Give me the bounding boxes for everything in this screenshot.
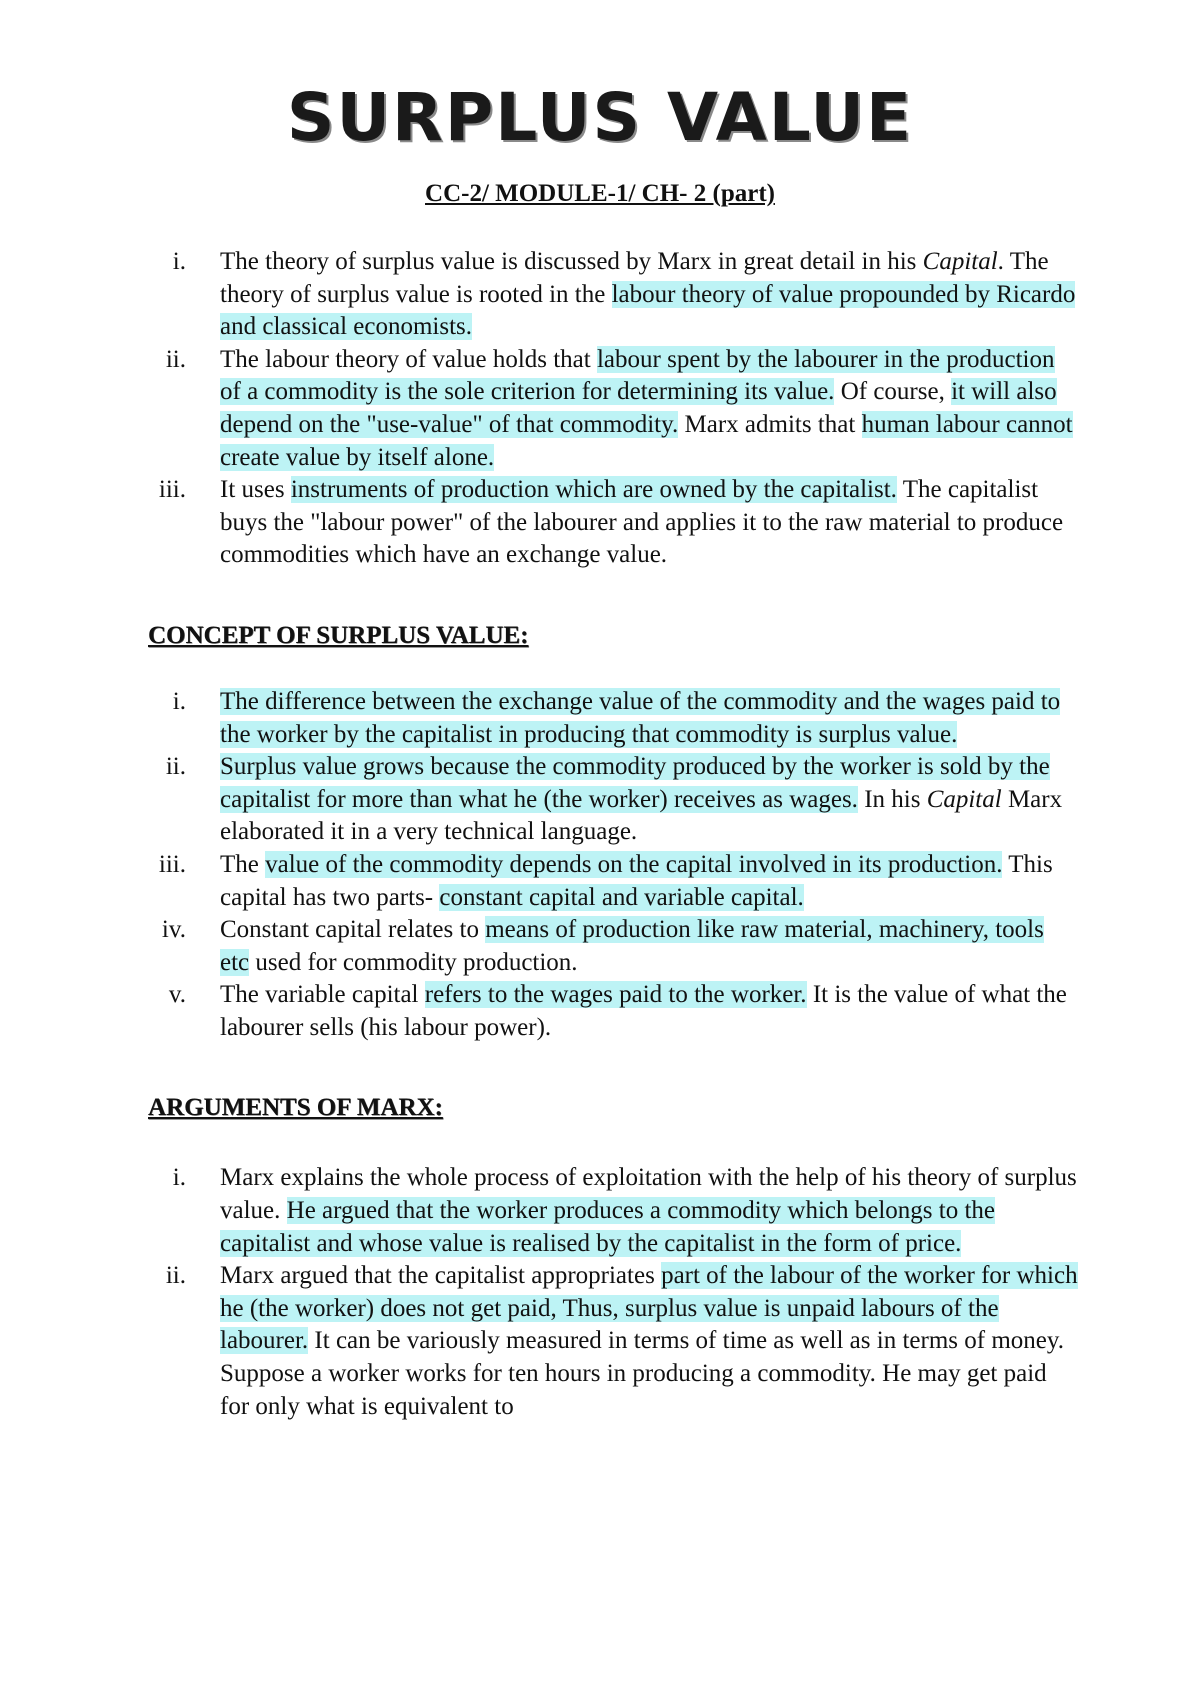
highlighted-text: instruments of production which are owned by the capitalist.: [290, 476, 897, 504]
text-segment: Marx admits that: [678, 410, 862, 438]
arguments-section: [148, 1092, 1078, 1423]
text-segment: Marx explains the whole process of exploitation with the help of his theory of surplus value.: [220, 1164, 1077, 1225]
list-item: [148, 246, 1078, 344]
highlighted-text: human labour cannot create value by itself alone.: [220, 410, 1073, 471]
list-item: [148, 1260, 1078, 1423]
highlighted-text: refers to the wages paid to the worker.: [424, 981, 807, 1009]
text-segment: . The theory of surplus value is rooted in the: [220, 248, 1049, 308]
highlighted-text: it will also depend on the "use-value" of that commodity.: [220, 378, 1057, 438]
list-item-number: iii.: [158, 850, 186, 878]
highlighted-text: labour theory of value propounded by Ricardo and classical economists.: [220, 280, 1076, 341]
highlighted-text: labour spent by the labourer in the production of a commodity is the sole criterion for determining its value.: [220, 345, 1055, 406]
text-segment: The capitalist buys the "labour power" of the labourer and applies it to the raw material to produce commodities which have an exchange value.: [220, 476, 1064, 569]
text-segment: Constant capital relates to: [220, 916, 486, 944]
text-segment: The theory of surplus value is discussed by Marx in great detail in his: [220, 248, 923, 275]
arguments-list: [148, 1162, 1078, 1423]
text-segment: Marx argued that the capitalist appropriates: [220, 1262, 662, 1290]
highlighted-text: Surplus value grows because the commodity produced by the worker is sold by the capitalist for more than what he (the worker) receives as wages.: [220, 753, 1050, 813]
text-segment: It uses: [220, 476, 291, 504]
highlighted-text: value of the commodity depends on the capital involved in its production.: [265, 850, 1003, 878]
concept-section: [148, 620, 1078, 1045]
list-item-number: i.: [172, 687, 186, 715]
list-item-number: v.: [168, 981, 186, 1009]
page-title: SURPLUS VALUE: [286, 79, 914, 156]
list-item: [148, 344, 1078, 474]
list-item: [148, 849, 1078, 914]
highlighted-text: part of the labour of the worker for which he (the worker) does not get paid, Thus, surplus value is unpaid labours of the labourer.: [220, 1262, 1078, 1355]
text-segment: This capital has two parts-: [220, 850, 1053, 911]
list-item: [148, 914, 1078, 979]
concept-list: [148, 686, 1078, 1045]
list-item-number: ii.: [165, 345, 186, 373]
text-segment: Of course,: [834, 378, 952, 406]
arguments-heading: ARGUMENTS OF MARX:: [148, 1094, 443, 1122]
list-item-number: ii.: [165, 1262, 186, 1290]
list-item: [148, 474, 1078, 572]
text-segment: In his: [857, 785, 927, 813]
highlighted-text: The difference between the exchange value of the commodity and the wages paid to the worker by the capitalist in producing that commodity is surplus value.: [220, 687, 1061, 748]
text-segment: The variable capital: [220, 981, 425, 1009]
text-segment: Marx elaborated it in a very technical language.: [220, 785, 1063, 846]
list-item-number: i.: [172, 248, 186, 275]
page-subtitle: CC-2/ MODULE-1/ CH- 2 (part): [425, 180, 775, 207]
text-segment: The labour theory of value holds that: [220, 345, 597, 373]
text-segment: It is the value of what the labourer sells (his labour power).: [220, 981, 1067, 1041]
list-item: [148, 686, 1078, 751]
list-item: [148, 1162, 1078, 1260]
list-item-number: ii.: [165, 753, 186, 781]
list-item-number: i.: [172, 1164, 186, 1192]
list-item: [148, 751, 1078, 849]
highlighted-text: He argued that the worker produces a commodity which belongs to the capitalist and whose value is realised by the capitalist in the form of price.: [220, 1197, 996, 1257]
text-segment: It can be variously measured in terms of time as well as in terms of money. Suppose a worker works for ten hours in producing a commodity. He may get paid for only what is equivalent to: [220, 1327, 1064, 1420]
italic-text: Capital: [926, 785, 1002, 813]
concept-heading: CONCEPT OF SURPLUS VALUE:: [148, 621, 529, 649]
text-segment: The: [220, 850, 266, 878]
list-item-number: iv.: [161, 916, 186, 944]
intro-list: [148, 246, 1078, 572]
italic-text: Capital: [922, 248, 998, 275]
list-item: [148, 979, 1078, 1044]
text-segment: used for commodity production.: [249, 948, 578, 976]
list-item-number: iii.: [158, 476, 186, 504]
intro-section: [148, 246, 1078, 572]
highlighted-text: constant capital and variable capital.: [439, 883, 804, 911]
highlighted-text: means of production like raw material, machinery, tools etc: [220, 916, 1044, 976]
